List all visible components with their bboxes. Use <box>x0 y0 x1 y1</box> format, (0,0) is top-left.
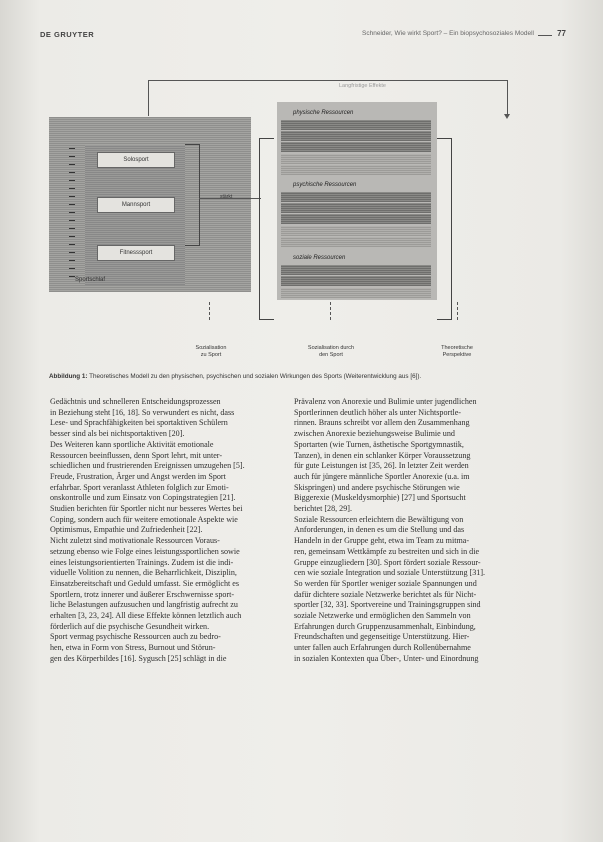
text-line: Coping, sondern auch für weitere emotionale Aspekte wie <box>50 514 238 524</box>
model-figure <box>49 80 500 358</box>
sport-box-fitnesssport: Fitnesssport <box>97 245 175 261</box>
text-line: zwischen Anorexie beziehungsweise Bulimie und <box>294 429 455 439</box>
text-line: besser sind als bei nichtsportaktiven [20]. <box>50 429 185 439</box>
text-line: Des Weiteren kann sportliche Aktivität emotionale <box>50 439 214 449</box>
text-line: Studien berichten für Sportler nicht nur besseres Wertes bei <box>50 504 243 514</box>
axis-connector <box>209 302 211 320</box>
running-header <box>40 29 566 43</box>
feedback-arrow-icon <box>504 114 510 119</box>
sport-box-mannsport: Mannsport <box>97 197 175 213</box>
text-line: auch für jüngere männliche Sportler Anorexie (u.a. im <box>294 471 470 481</box>
text-line: Lese- und Sprachfähigkeiten bei sportaktiven Schülern <box>50 418 228 428</box>
text-line: dafür dichtere soziale Netzwerke berichtet als für Nicht- <box>294 589 477 599</box>
resource-row <box>281 192 431 202</box>
sport-box-solosport: Solosport <box>97 152 175 168</box>
resource-row <box>281 214 431 224</box>
text-line: Sportarten (wie Turnen, ästhetische Sportgymnastik, <box>294 439 464 449</box>
text-line: liche Belastungen aufzusuchen und langfristig aufrecht zu <box>50 600 238 610</box>
text-line: cen wie soziale Integration und soziale Unterstützung [31]. <box>294 568 486 578</box>
resource-row <box>281 154 431 164</box>
running-title: Schneider, Wie wirkt Sport? – Ein biopsychosoziales Modell <box>362 30 534 37</box>
text-line: Nicht zuletzt sind motivationale Ressourcen Voraus- <box>50 536 220 546</box>
text-line: unter fallen auch Erfahrungen durch Rollenübernahme <box>294 643 471 653</box>
axis-connector <box>330 302 332 320</box>
left-text-column <box>50 397 296 665</box>
text-line: Sportlern, trotz innerer und äußerer Erschwernisse sport- <box>50 589 235 599</box>
text-line: schiedlichen und frustrierenden Ereignissen umzugehen [5]. <box>50 461 245 471</box>
text-line: Freundschaften und gegenseitige Unterstützung. Hier- <box>294 632 470 642</box>
text-line: Biggerexie (Muskeldysmorphie) [27] und Sportsucht <box>294 493 466 503</box>
resource-title-psychological: psychische Ressourcen <box>293 182 357 188</box>
text-line: Sport vermag psychische Ressourcen auch zu bedro- <box>50 632 221 642</box>
text-line: Optimismus, Empathie und Zufriedenheit [22]. <box>50 525 203 535</box>
resource-bracket-left <box>259 138 274 320</box>
text-line: onskontrolle und zum Einsatz von Copingstrategien [21]. <box>50 493 236 503</box>
header-dash <box>538 35 552 36</box>
text-line: Sportlerinnen deutlich höher als unter Nichtsportle- <box>294 407 462 417</box>
axis-connector <box>457 302 459 320</box>
feedback-line-top <box>148 80 507 81</box>
text-line: förderlich auf die psychische Gesundheit wirken. <box>50 621 210 631</box>
text-line: Einsatzbereitschaft und Geduld umfasst. Sie ermöglicht es <box>50 578 240 588</box>
resource-row <box>281 265 431 275</box>
resource-row <box>281 288 431 298</box>
text-line: viduelle Volition zu nennen, die Beharrlichkeit, Disziplin, <box>50 568 237 578</box>
resource-row <box>281 165 431 175</box>
axis-label-perspective: Theoretische Perspektive <box>441 345 473 358</box>
text-line: setzung ebenso wie Folge eines leistungssportlichen sowie <box>50 546 240 556</box>
axis-label-socialisation-through: Sozialisation durch den Sport <box>307 345 355 358</box>
text-line: für gute Leistungen ist [35, 26]. In letzter Zeit werden <box>294 461 469 471</box>
resource-row <box>281 131 431 141</box>
text-line: erhalten [3, 23, 24]. All diese Effekte können letztlich auch <box>50 611 242 621</box>
tick-marks <box>69 147 75 277</box>
text-line: in sozialen Kontexten qua Über-, Unter- und Einordnung <box>294 653 479 663</box>
text-line: Erfahrungen durch Gruppenzusammenhalt, Einbindung, <box>294 621 476 631</box>
text-line: eines leistungsorientierten Trainings. Zudem ist die indi- <box>50 557 234 567</box>
text-line: Soziale Ressourcen erleichtern die Bewältigung von <box>294 514 464 524</box>
text-line: ren, gemeinsam Wettkämpfe zu bestreiten und sich in die <box>294 546 480 556</box>
text-line: Anforderungen, in denen es um die Stellung und das <box>294 525 465 535</box>
text-line: Tanzen), in denen ein schlanker Körper Voraussetzung <box>294 450 471 460</box>
text-line: Handeln in der Gruppe geht, etwa im Team zu mitma- <box>294 536 470 546</box>
caption-text: Theoretisches Modell zu den physischen, psychischen und sozialen Wirkungen des Sports (Weiterentwicklung aus [6]). <box>89 373 422 380</box>
resource-row <box>281 120 431 130</box>
text-line: gen des Körperbildes [16]. Sygusch [25] schlägt in die <box>50 653 227 663</box>
resource-row <box>281 142 431 152</box>
text-line: Freude, Frustration, Ärger und Angst werden im Sport <box>50 471 226 481</box>
text-line: sportler [32, 33]. Sportvereine und Trainingsgruppen sind <box>294 600 481 610</box>
feedback-line-left <box>148 80 149 116</box>
resource-bracket-right <box>437 138 452 320</box>
effect-label: stärkt <box>220 194 233 200</box>
text-line: Ressourcen beeinflussen, denn Sport lehrt, mit unter- <box>50 450 223 460</box>
resource-row <box>281 276 431 286</box>
sport-forms-bottom-label: Sportschlaf <box>75 277 106 283</box>
axis-label-socialisation-to: Sozialisation zu Sport <box>195 345 227 358</box>
sport-forms-box <box>49 117 251 292</box>
text-line: erfahrbar. Sport veranlasst Athleten folglich zur Emoti- <box>50 482 229 492</box>
text-line: soziale Netzwerke und ermöglichen den Sammeln von <box>294 611 471 621</box>
feedback-line-right <box>507 80 508 116</box>
text-line: Gruppe einzugliedern [30]. Sport fördert soziale Ressour- <box>294 557 481 567</box>
resource-row <box>281 226 431 236</box>
resource-row <box>281 237 431 247</box>
long-term-label: Langfristige Effekte <box>339 83 386 89</box>
text-line: Prävalenz von Anorexie und Bulimie unter jugendlichen <box>294 397 477 406</box>
text-line: Gedächtnis und schnelleren Entscheidungsprozessen <box>50 397 221 406</box>
resource-title-physical: physische Ressourcen <box>293 110 354 116</box>
left-bracket <box>185 144 200 246</box>
publisher-name: DE GRUYTER <box>40 30 95 39</box>
right-text-column <box>294 397 540 665</box>
text-line: Skispringen) und andere psychische Störungen wie <box>294 482 460 492</box>
resource-row <box>281 203 431 213</box>
text-line: rinnen. Brauns schreibt vor allem den Zusammenhang <box>294 418 470 428</box>
page-number: 77 <box>557 29 566 38</box>
figure-caption <box>49 373 549 380</box>
resource-title-social: soziale Ressourcen <box>293 255 346 261</box>
text-line: berichtet [28, 29]. <box>294 504 352 514</box>
caption-label: Abbildung 1: <box>49 373 88 380</box>
text-line: in Beziehung steht [16, 18]. So verwundert es nicht, dass <box>50 407 235 417</box>
text-line: So werden für Sportler weniger soziale Spannungen und <box>294 578 477 588</box>
text-line: hen, etwa in Form von Stress, Burnout und Störun- <box>50 643 216 653</box>
